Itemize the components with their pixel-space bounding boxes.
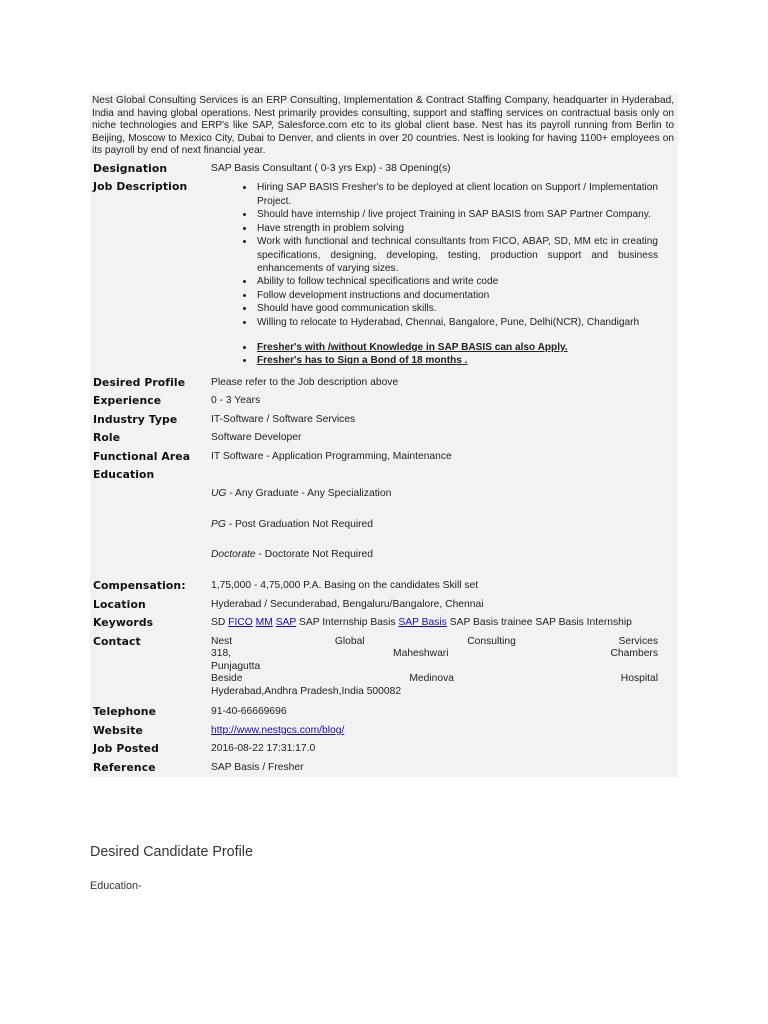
reference-value: SAP Basis / Fresher xyxy=(211,761,304,773)
contact-word: Hospital xyxy=(620,673,658,685)
list-item: • Ability to follow technical specifications and write code xyxy=(255,275,658,288)
contact-line: Punjagutta xyxy=(211,660,261,672)
row-contact xyxy=(90,633,678,704)
contact-word: Consulting xyxy=(467,635,516,647)
contact-word: Chambers xyxy=(610,648,658,660)
education-pg xyxy=(211,519,658,531)
compensation-label: Compensation: xyxy=(93,579,186,593)
keywords-value xyxy=(211,614,678,633)
row-job-posted xyxy=(90,740,678,759)
row-telephone xyxy=(90,703,678,722)
keyword-text: SD xyxy=(211,617,229,629)
desired-candidate-profile-heading: Desired Candidate Profile xyxy=(90,844,253,860)
education-label: Education xyxy=(93,468,155,482)
contact-word: Medinova xyxy=(409,673,454,685)
row-functional-area xyxy=(90,448,678,467)
row-role xyxy=(90,429,678,448)
location-label: Location xyxy=(93,597,146,611)
ug-label: UG xyxy=(211,488,227,500)
contact-word: Beside xyxy=(211,673,243,685)
list-item: • Follow development instructions and documentation xyxy=(255,289,658,302)
location-value: Hyderabad / Secunderabad, Bengaluru/Bangalore, Chennai xyxy=(211,598,484,610)
experience-value: 0 - 3 Years xyxy=(211,395,261,407)
industry-type-label: Industry Type xyxy=(93,412,178,426)
desired-profile-value: Please refer to the Job description above xyxy=(211,376,399,388)
keyword-text: SAP Internship Basis xyxy=(296,617,399,629)
contact-word: 318, xyxy=(211,648,232,660)
row-designation xyxy=(90,160,678,179)
list-item: • Have strength in problem solving xyxy=(255,222,658,235)
contact-word: Nest xyxy=(211,635,233,647)
experience-label: Experience xyxy=(93,394,162,408)
pg-value: - Post Graduation Not Required xyxy=(225,518,373,530)
row-experience xyxy=(90,392,678,411)
row-website xyxy=(90,722,678,741)
education-heading: Education- xyxy=(90,880,142,892)
doctorate-label: Doctorate xyxy=(211,549,256,561)
job-posted-value: 2016-08-22 17:31:17.0 xyxy=(211,743,316,755)
row-job-description xyxy=(90,178,678,373)
keyword-link-fico[interactable]: FICO xyxy=(228,617,253,629)
list-item: • Willing to relocate to Hyderabad, Chennai, Bangalore, Pune, Delhi(NCR), Chandigarh xyxy=(255,316,658,329)
contact-address xyxy=(211,633,678,704)
telephone-label: Telephone xyxy=(93,705,157,719)
role-value: Software Developer xyxy=(211,432,302,444)
contact-word: Global xyxy=(334,635,365,647)
ug-value: - Any Graduate - Any Specialization xyxy=(226,488,392,500)
role-label: Role xyxy=(93,431,121,445)
keyword-link-sap-basis[interactable]: SAP Basis xyxy=(398,617,447,629)
job-description-list xyxy=(211,181,658,367)
list-item: • Fresher's with /without Knowledge in SAP BASIS can also Apply. xyxy=(255,341,658,354)
row-compensation xyxy=(90,577,678,596)
list-item: • Should have good communication skills. xyxy=(255,302,658,315)
compensation-value: 1,75,000 - 4,75,000 P.A. Basing on the candidates Skill set xyxy=(211,580,479,592)
telephone-value: 91-40-66669696 xyxy=(211,706,287,718)
industry-type-value: IT-Software / Software Services xyxy=(211,413,356,425)
designation-label: Designation xyxy=(93,161,168,175)
list-item: • Fresher's has to Sign a Bond of 18 months . xyxy=(255,354,658,367)
job-details-panel xyxy=(90,93,678,777)
company-intro: Nest Global Consulting Services is an ERP Consulting, Implementation & Contract Staffing Company, headquarter in Hyderabad, India and having global operations. Nest primarily provides consulting, support and staffing services on contractual basis only on niche technologies and ERP's like SAP, Salesforce.com etc to its global client base. Nest has its payroll running from Berlin to Beijing, Moscow to Mexico City, Dubai to Denver, and clients in over 20 countries. Nest is looking for having 1100+ employees on its payroll by end of next financial year. xyxy=(92,95,674,157)
keywords-label: Keywords xyxy=(93,616,154,630)
row-keywords xyxy=(90,614,678,633)
functional-area-label: Functional Area xyxy=(93,449,191,463)
row-location xyxy=(90,596,678,615)
job-posted-label: Job Posted xyxy=(93,742,159,756)
contact-label: Contact xyxy=(93,634,141,648)
doctorate-value: - Doctorate Not Required xyxy=(255,549,373,561)
website-link[interactable]: http://www.nestgcs.com/blog/ xyxy=(211,724,345,736)
reference-label: Reference xyxy=(93,760,156,774)
contact-word: Services xyxy=(618,635,658,647)
row-education xyxy=(90,466,678,577)
row-industry-type xyxy=(90,411,678,430)
keyword-link-sap[interactable]: SAP xyxy=(275,617,297,629)
contact-line: Hyderabad,Andhra Pradesh,India 500082 xyxy=(211,685,402,697)
list-item: • Should have internship / live project Training in SAP BASIS from SAP Partner Company. xyxy=(255,208,658,221)
list-item: • Work with functional and technical consultants from FICO, ABAP, SD, MM etc in creating specifications, designing, developing, testing, production support and business enhancements of varying sizes. xyxy=(255,235,658,275)
keyword-text: SAP Basis trainee SAP Basis Internship xyxy=(446,617,632,629)
job-details-table xyxy=(90,160,678,777)
contact-word: Maheshwari xyxy=(393,648,449,660)
pg-label: PG xyxy=(211,518,226,530)
website-label: Website xyxy=(93,723,143,737)
designation-value: SAP Basis Consultant ( 0-3 yrs Exp) - 38 Opening(s) xyxy=(211,162,451,174)
keyword-link-mm[interactable]: MM xyxy=(255,617,273,629)
job-description-label: Job Description xyxy=(93,180,188,194)
education-doctorate xyxy=(211,549,658,561)
row-reference xyxy=(90,759,678,778)
education-ug xyxy=(211,488,658,500)
list-item: • Hiring SAP BASIS Fresher's to be deployed at client location on Support / Implementation Project. xyxy=(255,181,658,208)
row-desired-profile xyxy=(90,374,678,393)
desired-profile-label: Desired Profile xyxy=(93,375,186,389)
functional-area-value: IT Software - Application Programming, Maintenance xyxy=(211,450,452,462)
